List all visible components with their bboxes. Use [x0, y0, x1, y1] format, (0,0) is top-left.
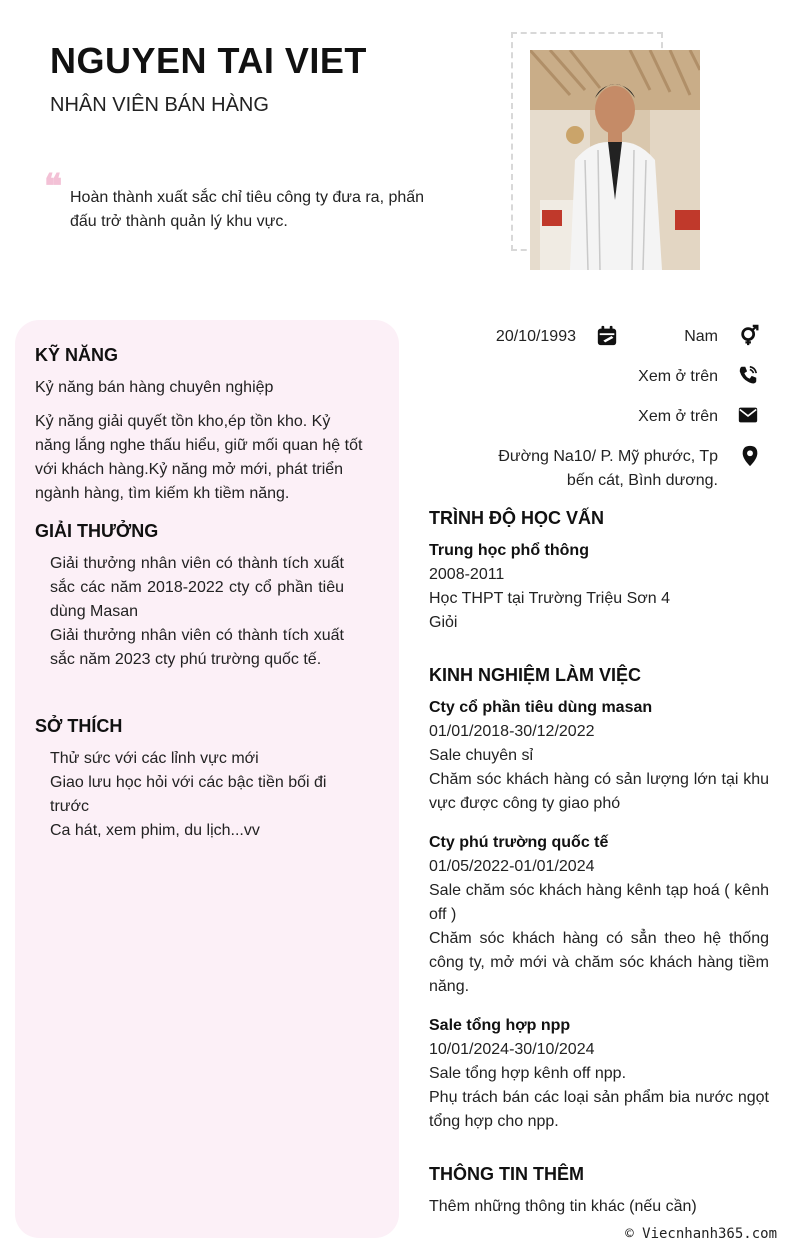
profile-photo — [530, 50, 700, 270]
hobby-item: Giao lưu học hỏi với các bậc tiền bối đi trước — [50, 774, 327, 815]
quote-icon: ❝ — [44, 167, 63, 207]
hobby-item: Ca hát, xem phim, du lịch...vv — [50, 822, 260, 839]
phone-icon — [737, 364, 759, 386]
job-period: 01/01/2018-30/12/2022 — [429, 723, 595, 740]
job-role: Sale chăm sóc khách hàng kênh tạp hoá ( kênh off ) — [429, 882, 769, 923]
additional-info-text: Thêm những thông tin khác (nếu cần) — [429, 1198, 697, 1215]
map-pin-icon — [739, 445, 761, 467]
phone-value: Xem ở trên — [638, 368, 718, 385]
awards-title: GIẢI THƯỞNG — [35, 521, 159, 541]
award-item: Giải thưởng nhân viên có thành tích xuất sắc các năm 2018-2022 cty cổ phần tiêu dùng Masan — [50, 555, 344, 620]
hobbies-title: SỞ THÍCH — [35, 716, 123, 736]
gender-value: Nam — [684, 328, 718, 345]
education-grade: Giỏi — [429, 614, 458, 631]
education-period: 2008-2011 — [429, 566, 505, 583]
skills-title: KỸ NĂNG — [35, 345, 119, 365]
career-objective: Hoàn thành xuất sắc chỉ tiêu công ty đưa ra, phấn đấu trở thành quản lý khu vực. — [70, 189, 425, 230]
job-description: Chăm sóc khách hàng có sẳn theo hệ thống công ty, mở mới và chăm sóc khách hàng tiềm năng. — [429, 930, 769, 995]
address-value: Đường Na10/ P. Mỹ phước, Tp bến cát, Bình dương. — [498, 448, 718, 489]
job-description: Phụ trách bán các loại sản phẩm bia nước ngọt tổng hợp cho npp. — [429, 1089, 769, 1130]
job-company: Cty cổ phần tiêu dùng masan — [429, 699, 653, 716]
email-value: Xem ở trên — [638, 408, 718, 425]
skill-item: Kỷ năng bán hàng chuyên nghiệp — [35, 379, 274, 396]
job-company: Cty phú trường quốc tế — [429, 834, 609, 851]
calendar-icon — [596, 325, 618, 347]
hobby-item: Thử sức với các lỉnh vực mới — [50, 750, 259, 767]
additional-info-title: THÔNG TIN THÊM — [429, 1164, 584, 1184]
job-company: Sale tổng hợp npp — [429, 1017, 571, 1034]
birthdate-value: 20/10/1993 — [495, 328, 576, 345]
award-item: Giải thưởng nhân viên có thành tích xuất sắc năm 2023 cty phú trường quốc tế. — [50, 627, 344, 668]
education-description: Học THPT tại Trường Triệu Sơn 4 — [429, 590, 670, 607]
job-title: NHÂN VIÊN BÁN HÀNG — [50, 94, 269, 116]
job-period: 01/05/2022-01/01/2024 — [429, 858, 595, 875]
education-title: TRÌNH ĐỘ HỌC VẤN — [429, 508, 604, 528]
education-school-type: Trung học phổ thông — [429, 542, 589, 559]
job-description: Chăm sóc khách hàng có sản lượng lớn tại khu vực được công ty giao phó — [429, 771, 769, 812]
job-role: Sale chuyên sỉ — [429, 747, 534, 764]
envelope-icon — [737, 404, 759, 426]
skill-item: Kỷ năng giải quyết tồn kho,ép tồn kho. Kỷ năng lắng nghe thấu hiểu, giữ mối quan hệ tốt với khách hàng.Kỷ năng mở mới, phát triển ngành hàng, tìm kiếm kh tiềm năng. — [35, 413, 363, 502]
experience-title: KINH NGHIỆM LÀM VIỆC — [429, 665, 642, 685]
copyright-footer: © Viecnhanh365.com — [625, 1226, 777, 1242]
gender-icon — [739, 324, 761, 346]
candidate-name: NGUYEN TAI VIET — [50, 40, 367, 81]
job-period: 10/01/2024-30/10/2024 — [429, 1041, 595, 1058]
job-role: Sale tổng hợp kênh off npp. — [429, 1065, 627, 1082]
